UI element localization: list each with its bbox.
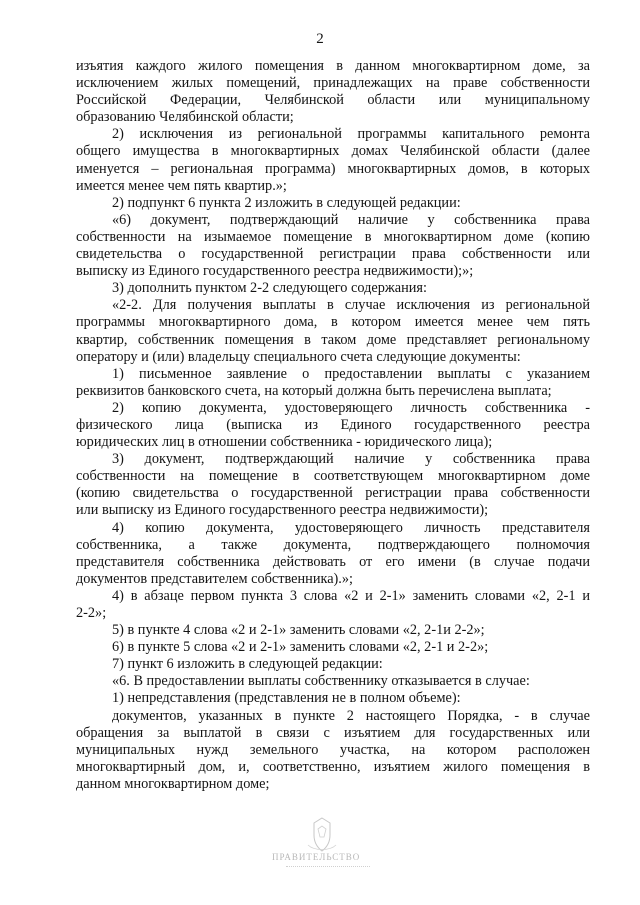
text-line: или выписку из Единого государственного реестра недвижимости); bbox=[76, 502, 489, 519]
text-line: 2) подпункт 6 пункта 2 изложить в следующей редакции: bbox=[112, 194, 461, 211]
text-line: «6. В предоставлении выплаты собственнику отказывается в случае: bbox=[112, 673, 530, 690]
text-line: образованию Челябинской области; bbox=[76, 109, 294, 126]
seal-emblem-icon bbox=[300, 815, 344, 857]
text-line: представителя собственника действовать от его имени (в случае подачи bbox=[76, 553, 590, 570]
text-line: исключением жилых помещений, принадлежащих на праве собственности bbox=[76, 75, 590, 92]
text-line: программы многоквартирного дома, в котором имеется менее чем пять bbox=[76, 314, 590, 331]
page-number: 2 bbox=[316, 31, 324, 47]
footer-divider bbox=[286, 866, 370, 867]
text-line: данном многоквартирном доме; bbox=[76, 775, 270, 792]
text-line: (копию свидетельства о государственной регистрации права собственности bbox=[76, 485, 590, 502]
text-line: 1) письменное заявление о предоставлении выплаты с указанием bbox=[112, 365, 590, 382]
text-line: «6) документ, подтверждающий наличие у собственника права bbox=[112, 211, 590, 228]
text-line: 2) исключения из региональной программы капитального ремонта bbox=[112, 126, 590, 143]
footer-watermark-text: ПРАВИТЕЛЬСТВО bbox=[272, 852, 361, 862]
text-line: собственника, а также документа, подтверждающего полномочия bbox=[76, 536, 590, 553]
text-line: собственности на изымаемое помещение в многоквартирном доме (копию bbox=[76, 228, 590, 245]
text-line: именуется – региональная программа) многоквартирных домов, в которых bbox=[76, 160, 590, 177]
text-line: 7) пункт 6 изложить в следующей редакции: bbox=[112, 656, 383, 673]
text-line: муниципальных нужд земельного участка, на котором расположен bbox=[76, 741, 590, 758]
text-line: физического лица (выписка из Единого государственного реестра bbox=[76, 416, 590, 433]
text-line: 3) документ, подтверждающий наличие у собственника права bbox=[112, 451, 590, 468]
text-line: многоквартирный дом, и, соответственно, изъятием жилого помещения в bbox=[76, 758, 590, 775]
text-line: оператору и (или) владельцу специального счета следующие документы: bbox=[76, 348, 521, 365]
text-line: 1) непредставления (представления не в полном объеме): bbox=[112, 690, 461, 707]
text-line: юридических лиц в отношении собственника - юридического лица); bbox=[76, 434, 493, 451]
text-line: 2-2»; bbox=[76, 605, 107, 621]
text-line: 4) в абзаце первом пункта 3 слова «2 и 2-1» заменить словами «2, 2-1 и bbox=[112, 587, 590, 604]
text-line: обращения за выплатой в связи с изъятием для государственных или bbox=[76, 724, 590, 741]
text-line: 2) копию документа, удостоверяющего личность собственника - bbox=[112, 399, 590, 416]
text-line: «2-2. Для получения выплаты в случае исключения из региональной bbox=[112, 297, 590, 314]
text-line: выписку из Единого государственного реестра недвижимости);»; bbox=[76, 263, 474, 280]
text-line: реквизитов банковского счета, на который должна быть перечислена выплата; bbox=[76, 382, 552, 399]
text-line: квартир, собственник помещения в таком доме представляет региональному bbox=[76, 331, 590, 348]
document-body bbox=[76, 58, 590, 793]
text-line: изъятия каждого жилого помещения в данном многоквартирном доме, за bbox=[76, 58, 590, 74]
text-line: 3) дополнить пунктом 2-2 следующего содержания: bbox=[112, 280, 427, 297]
text-line: общего имущества в многоквартирных домах Челябинской области (далее bbox=[76, 143, 590, 160]
text-line: документов, указанных в пункте 2 настоящего Порядка, - в случае bbox=[112, 707, 590, 724]
text-line: имеется менее чем пять квартир.»; bbox=[76, 177, 287, 194]
text-line: 5) в пункте 4 слова «2 и 2-1» заменить словами «2, 2-1и 2-2»; bbox=[112, 622, 485, 639]
text-line: свидетельства о государственной регистрации права собственности или bbox=[76, 246, 590, 263]
text-line: 4) копию документа, удостоверяющего личность представителя bbox=[112, 519, 590, 536]
text-line: 6) в пункте 5 слова «2 и 2-1» заменить словами «2, 2-1 и 2-2»; bbox=[112, 639, 489, 656]
text-line: собственности на помещение в соответствующем многоквартирном доме bbox=[76, 468, 590, 485]
text-line: Российской Федерации, Челябинской области или муниципальному bbox=[76, 92, 590, 109]
text-line: документов представителем собственника).»; bbox=[76, 570, 354, 587]
